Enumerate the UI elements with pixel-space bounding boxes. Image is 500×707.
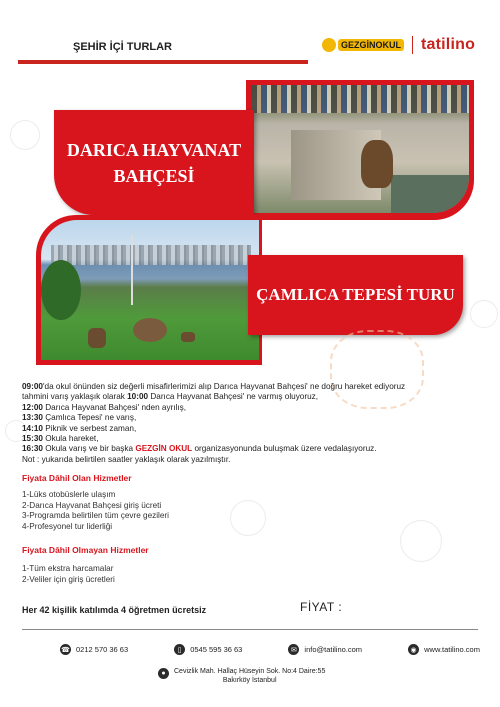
program-text: Piknik ve serbest zaman,: [42, 423, 137, 433]
program-line: [22, 392, 482, 402]
program-line: [22, 444, 482, 454]
program-brand: GEZGİN OKUL: [135, 444, 193, 454]
program-line: [22, 382, 482, 392]
camlica-photo: [41, 220, 259, 360]
address-line: Cevizlik Mah. Hallaç Hüseyin Sok. No:4 Daire:55: [174, 668, 326, 675]
teacher-free-note: Her 42 kişilik katılımda 4 öğretmen ücretsiz: [22, 605, 207, 615]
city-skyline: [51, 245, 251, 265]
program-time: 10:00: [127, 392, 149, 402]
clay-pot: [88, 328, 106, 348]
background-doodle: [470, 300, 498, 328]
background-doodle: [230, 500, 266, 536]
list-item: 2-Darıca Hayvanat Bahçesi giriş ücreti: [22, 500, 162, 510]
background-doodle: [10, 120, 40, 150]
program-line: [22, 413, 482, 423]
program-time: 16:30: [22, 444, 43, 454]
list-item: 1-Tüm ekstra harcamalar: [22, 564, 114, 573]
header-divider: [18, 60, 308, 64]
zoo-title-line2: BAHÇESİ: [113, 165, 195, 186]
program-time: 14:10: [22, 423, 43, 433]
bus-icon: [322, 38, 336, 52]
program-line: [22, 434, 482, 444]
mobile-icon: ▯: [174, 644, 185, 655]
program-time: 09:00: [22, 382, 43, 391]
location-pin-icon: ●: [158, 668, 169, 679]
logo-separator: [412, 36, 413, 54]
contact-text: 0545 595 36 63: [190, 645, 243, 654]
excluded-services-title: Fiyata Dâhil Olmayan Hizmetler: [22, 545, 149, 555]
camlica-title-banner: [248, 255, 463, 335]
clay-pot: [181, 332, 195, 342]
contact-email[interactable]: [288, 644, 362, 655]
contact-text: info@tatilino.com: [304, 645, 363, 654]
gezginokul-logo: [322, 38, 404, 52]
zoo-title-line1: DARICA HAYVANAT: [66, 139, 242, 160]
background-doodle: [400, 520, 442, 562]
program-text: tahmini varış yaklaşık olarak: [22, 392, 128, 402]
program-text: 'da okul önünden siz değerli misafirlerimizi alıp Darıca Hayvanat Bahçesi' ne doğru hareket ediyoruz: [42, 382, 406, 391]
included-services-list: [22, 490, 169, 532]
tree: [41, 260, 81, 320]
program-text: Darıca Hayvanat Bahçesi' nden ayrılış,: [42, 402, 187, 412]
program-line: [22, 403, 482, 413]
list-item: 3-Programda belirtilen tüm çevre gezileri: [22, 511, 169, 521]
tour-program: [22, 382, 482, 465]
excluded-services-list: [22, 564, 115, 585]
program-time: 15:30: [22, 434, 43, 444]
bear-figure: [361, 140, 393, 188]
page-heading: ŞEHİR İÇİ TURLAR: [73, 41, 172, 53]
address-line: Bakırköy İstanbul: [222, 676, 277, 684]
contact-mobile[interactable]: [174, 644, 242, 655]
program-note: Not : yukarıda belirtilen saatler yaklaşık olarak yazılmıştır.: [22, 454, 231, 464]
program-text: organizasyonunda buluşmak üzere vedalaşıyoruz.: [192, 444, 377, 454]
list-item: 1-Lüks otobüslerle ulaşım: [22, 490, 116, 499]
contact-web[interactable]: [408, 644, 480, 655]
contact-text: www.tatilino.com: [424, 645, 480, 654]
program-time: 13:30: [22, 413, 43, 423]
phone-icon: ☎: [60, 644, 71, 655]
address-block: [158, 668, 325, 685]
program-text: Okula varış ve bir başka: [42, 444, 136, 454]
included-services-title: Fiyata Dâhil Olan Hizmetler: [22, 473, 132, 483]
zoo-title-banner: [54, 110, 254, 215]
zoo-crowd: [251, 85, 469, 113]
tatilino-logo: tatilino: [421, 36, 476, 53]
zoo-photo: [251, 85, 469, 213]
lamp-pole: [131, 235, 133, 305]
contact-phone[interactable]: [60, 644, 128, 655]
contact-row: [60, 644, 480, 655]
clay-urn: [133, 318, 167, 342]
program-text: Darıca Hayvanat Bahçesi' ne varmış oluyoruz,: [148, 392, 319, 402]
gezginokul-logo-text: GEZGİNOKUL: [338, 39, 404, 51]
camlica-title: ÇAMLICA TEPESİ TURU: [256, 285, 455, 304]
brand-logos: [322, 36, 475, 54]
web-icon: ◉: [408, 644, 419, 655]
program-text: Çamlıca Tepesi' ne varış,: [42, 413, 137, 423]
address-text: [174, 668, 325, 685]
contact-text: 0212 570 36 63: [76, 645, 129, 654]
list-item: 2-Veliler için giriş ücretleri: [22, 574, 115, 584]
program-text: Okula hareket,: [42, 434, 99, 444]
program-line: [22, 424, 482, 434]
list-item: 4-Profesyonel tur liderliği: [22, 521, 113, 531]
program-time: 12:00: [22, 402, 43, 412]
zoo-pool: [391, 175, 469, 213]
price-label: FİYAT :: [300, 600, 343, 614]
email-icon: ✉: [288, 644, 299, 655]
footer-divider: [22, 629, 478, 630]
